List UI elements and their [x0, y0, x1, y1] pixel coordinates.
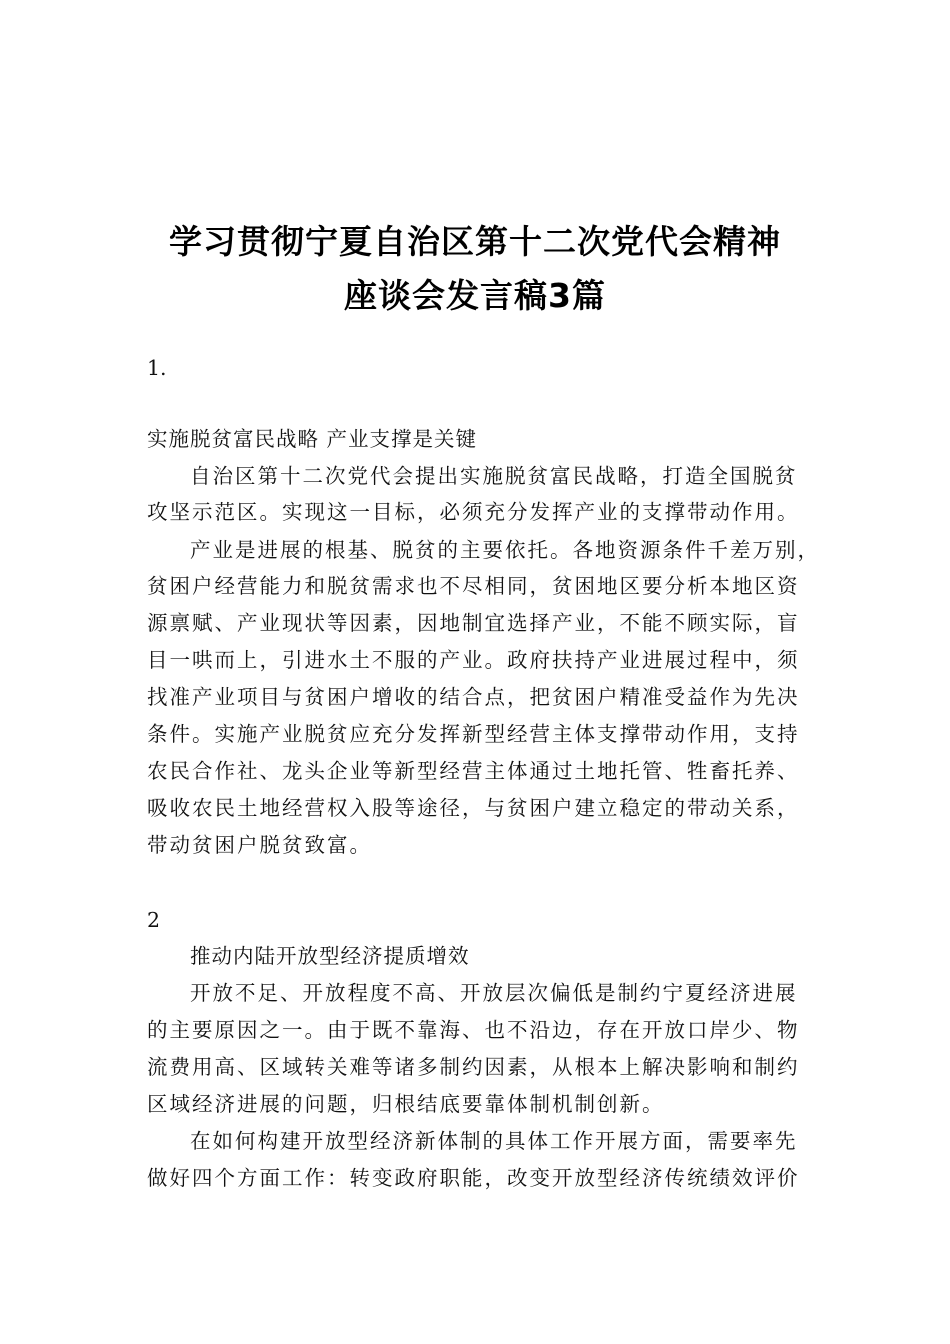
section-1-line: 吸收农民土地经营权入股等途径，与贫困户建立稳定的带动关系， [147, 796, 800, 820]
section-2-number: 2 [147, 908, 161, 932]
section-1-number: 1. [147, 356, 167, 380]
section-2-line: 做好四个方面工作：转变政府职能，改变开放型经济传统绩效评价 [147, 1166, 800, 1190]
section-1-line: 农民合作社、龙头企业等新型经营主体通过土地托管、牲畜托养、 [147, 759, 800, 783]
section-1-line: 目一哄而上，引进水土不服的产业。政府扶持产业进展过程中，须 [147, 648, 800, 672]
section-1-heading: 实施脱贫富民战略 产业支撑是关键 [147, 427, 478, 451]
section-2-line: 流费用高、区域转关难等诸多制约因素，从根本上解决影响和制约 [147, 1055, 800, 1079]
section-1-line: 带动贫困户脱贫致富。 [147, 833, 372, 857]
section-2-line: 开放不足、开放程度不高、开放层次偏低是制约宁夏经济进展 [190, 981, 798, 1005]
section-2-line: 区域经济进展的问题，归根结底要靠体制机制创新。 [147, 1092, 665, 1116]
section-1-line: 找准产业项目与贫困户增收的结合点，把贫困户精准受益作为先决 [147, 685, 800, 709]
section-1-line: 条件。实施产业脱贫应充分发挥新型经营主体支撑带动作用，支持 [147, 722, 800, 746]
section-2-heading: 推动内陆开放型经济提质增效 [190, 944, 470, 968]
section-1-line: 产业是进展的根基、脱贫的主要依托。各地资源条件千差万别， [190, 538, 820, 562]
section-1-line: 自治区第十二次党代会提出实施脱贫富民战略，打造全国脱贫 [190, 464, 798, 488]
document-title-line-1: 学习贯彻宁夏自治区第十二次党代会精神 [169, 222, 781, 261]
section-2-line: 的主要原因之一。由于既不靠海、也不沿边，存在开放口岸少、物 [147, 1018, 800, 1042]
section-1-line: 攻坚示范区。实现这一目标，必须充分发挥产业的支撑带动作用。 [147, 500, 800, 524]
section-2-line: 在如何构建开放型经济新体制的具体工作开展方面，需要率先 [190, 1129, 798, 1153]
section-1-line: 源禀赋、产业现状等因素，因地制宜选择产业，不能不顾实际，盲 [147, 611, 800, 635]
document-title-line-2: 座谈会发言稿3篇 [344, 276, 606, 315]
section-1-line: 贫困户经营能力和脱贫需求也不尽相同，贫困地区要分析本地区资 [147, 574, 800, 598]
